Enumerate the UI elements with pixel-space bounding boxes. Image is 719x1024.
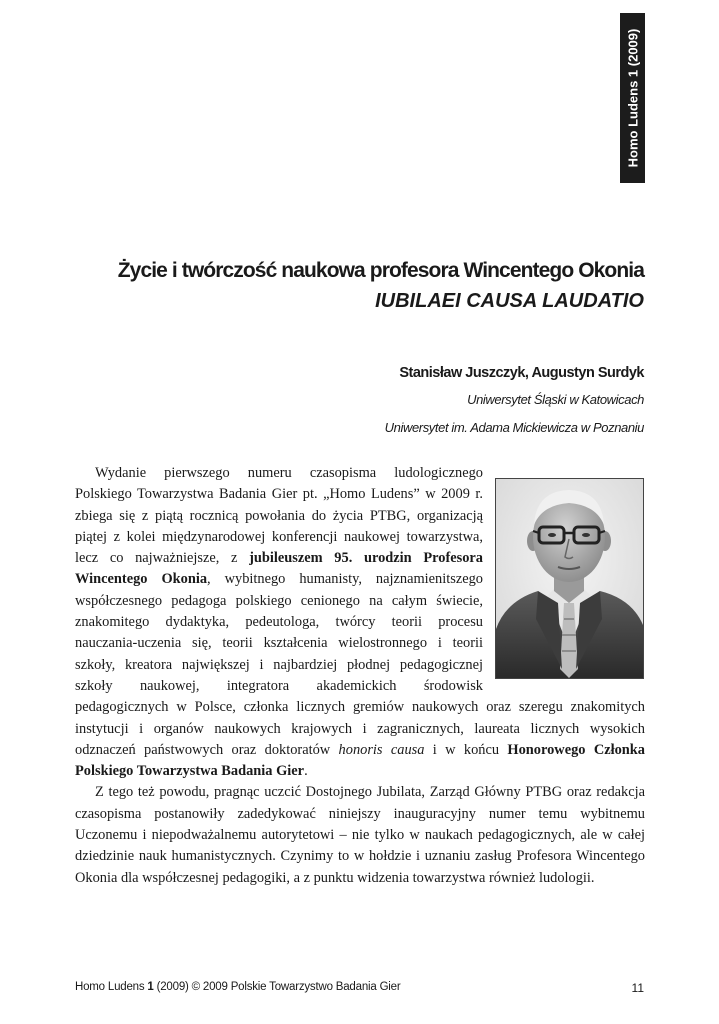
photo-wrap-spacer <box>483 463 645 685</box>
paragraph-1-text-b: , wybitnego humanisty, najznamienitszego współczesnego pedagoga polskiego cenionego na całym świecie, znakomitego dydaktyka, pedeutologa, twórcy teorii procesu nauczania-uczenia się, teorii kształcenia wielostronnego i teorii szkoły, kreatora największej i najbardziej płodnej pedagogicznej szkoły naukowej, integratora akademickich środowisk pedagogicznych w Polsce, członka licznych gremiów naukowych oraz szeregu znakomitych instytucji i organów naukowych krajowych i zagranicznych, laureata licznych wysokich odznaczeń państwowych oraz doktoratów <box>75 571 645 758</box>
article-subtitle: IUBILAEI CAUSA LAUDATIO <box>375 290 644 312</box>
paragraph-1-text-d: . <box>304 763 308 780</box>
journal-side-tab <box>620 13 645 183</box>
paragraph-1-text-c: i w końcu <box>424 741 508 758</box>
paragraph-1-bold-member: Honorowego Członka Polskiego Towarzystwa Badania Gier <box>75 741 645 780</box>
affiliation-2: Uniwersytet im. Adama Mickiewicza w Poznaniu <box>384 420 644 435</box>
body-paragraph-2: Z tego też powodu, pragnąc uczcić Dostojnego Jubilata, Zarząd Główny PTBG oraz redakcja czasopisma postanowiły zadedykować niniejszy inauguracyjny numer temu wybitnemu Uczonemu i niepodważalnemu autorytetowi – nie tylko w naukach pedagogicznych, ale w całej dziedzinie nauk humanistycznych. Czynimy to w hołdzie i uznaniu zasług Profesora Wincentego Okonia dla współczesnej pedagogiki, a z punktu widzenia towarzystwa również ludologii. <box>75 784 645 886</box>
journal-side-tab-label: Homo Ludens 1 (2009) <box>625 28 640 168</box>
paragraph-1-italic-honoris: honoris causa <box>338 741 425 758</box>
affiliation-1: Uniwersytet Śląski w Katowicach <box>467 392 644 407</box>
article-title: Życie i twórczość naukowa profesora Wincentego Okonia <box>117 259 644 282</box>
footer-journal: Homo Ludens <box>75 981 145 993</box>
footer-issue: 1 <box>147 981 154 993</box>
footer-citation <box>75 981 401 993</box>
footer-copyright: (2009) © 2009 Polskie Towarzystwo Badania Gier <box>153 981 401 993</box>
paragraph-1-bold-jubilee: jubileuszem 95. urodzin Profesora Wincentego Okonia <box>75 550 484 588</box>
page-number: 11 <box>631 981 644 995</box>
paragraph-1-text-a: Wydanie pierwszego numeru czasopisma ludologicznego Polskiego Towarzystwa Badania Gier pt. „Homo Ludens” w 2009 r. zbiega się z piątą rocznicą powołania do życia PTBG, organizacją piątej z kolei międzynarodowej konferencji naukowej towarzystwa, lecz co najważniejsze, z <box>75 465 483 567</box>
article-body <box>75 463 645 889</box>
article-authors: Stanisław Juszczyk, Augustyn Surdyk <box>399 365 644 381</box>
